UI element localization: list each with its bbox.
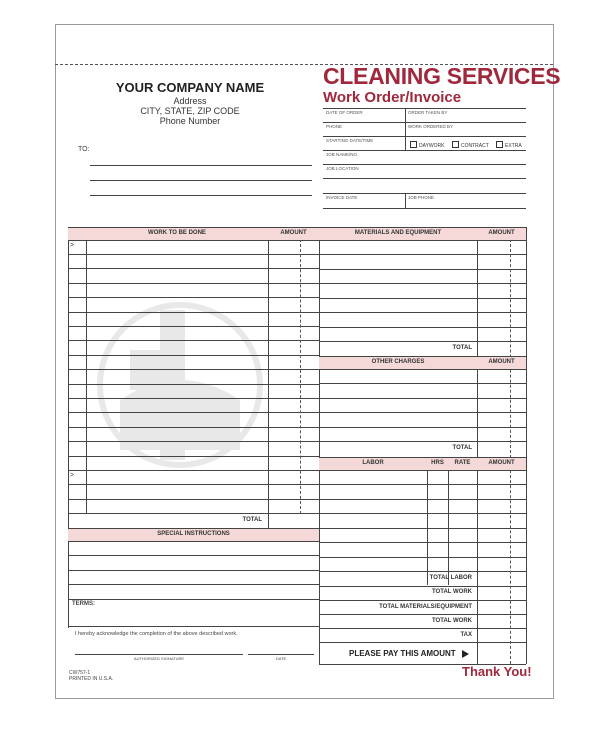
other-header: OTHER CHARGES <box>371 359 425 365</box>
special-row-line <box>68 555 319 556</box>
work-header: WORK TO BE DONE <box>148 230 206 236</box>
contract-check[interactable]: CONTRACT <box>452 141 489 149</box>
materials-row-line <box>319 269 526 270</box>
other-amount-header: AMOUNT <box>488 359 515 365</box>
to-line-1[interactable] <box>90 165 312 166</box>
labor-amount-header: AMOUNT <box>488 460 515 466</box>
labor-row-line <box>319 571 526 572</box>
form-code: CW757-1 <box>69 670 91 676</box>
labor-row-line <box>319 542 526 543</box>
labor-header: LABOR <box>362 460 384 466</box>
rate-column <box>448 457 449 585</box>
company-phone: Phone Number <box>159 116 221 126</box>
work-row-line <box>68 456 319 457</box>
rate-header: RATE <box>454 460 471 466</box>
work-row-line <box>68 254 319 255</box>
printed-note: PRINTED IN U.S.A. <box>69 676 114 682</box>
field-divider <box>405 136 406 150</box>
work-row-line <box>68 484 319 485</box>
field-divider <box>405 108 406 122</box>
work-row-line <box>68 441 319 442</box>
field-rule <box>323 164 526 165</box>
work-amount-header: AMOUNT <box>280 230 307 236</box>
work-total-rule <box>68 513 319 514</box>
labor-row-line <box>319 557 526 558</box>
field-rule <box>323 136 526 137</box>
company-city: CITY, STATE, ZIP CODE <box>140 106 240 116</box>
special-row-line <box>68 584 319 585</box>
field-rule <box>323 108 526 109</box>
invoice-date-label: INVOICE DATE <box>326 195 358 200</box>
materials-row-line <box>319 327 526 328</box>
starting-date-label: STARTING DATE/TIME <box>326 138 374 143</box>
materials-total-label: TOTAL <box>452 345 472 351</box>
other-row-line <box>319 383 526 384</box>
work-row-line <box>68 326 319 327</box>
labor-row-line <box>319 513 526 514</box>
acknowledge-text: I hereby acknowledge the completion of the above described work. <box>75 631 238 637</box>
field-rule <box>323 193 526 194</box>
to-label: TO: <box>78 146 90 153</box>
materials-row-line <box>319 312 526 313</box>
work-row-line <box>68 268 319 269</box>
total-work-label: TOTAL WORK <box>432 589 472 595</box>
pay-amount-label: PLEASE PAY THIS AMOUNT <box>349 649 456 658</box>
middle-divider <box>319 227 320 664</box>
date-caption: DATE <box>275 656 287 661</box>
labor-row-line <box>319 484 526 485</box>
work-row-line <box>68 340 319 341</box>
cents-column <box>510 239 511 664</box>
other-row-line <box>319 427 526 428</box>
field-rule <box>323 150 526 151</box>
work-row-line <box>68 283 319 284</box>
row-rule <box>68 626 319 627</box>
row-rule <box>319 586 526 587</box>
work-row-line <box>68 470 319 471</box>
company-name: YOUR COMPANY NAME <box>115 80 265 95</box>
to-line-2[interactable] <box>90 180 312 181</box>
labor-row-line <box>319 499 526 500</box>
labor-row-line <box>319 528 526 529</box>
date-of-order-label: DATE OF ORDER <box>326 110 363 115</box>
extra-check[interactable]: EXTRA <box>496 141 522 149</box>
row-rule <box>319 642 526 643</box>
terms-label: TERMS: <box>72 601 95 607</box>
job-phone-label: JOB PHONE <box>408 195 435 200</box>
row-marker: > <box>70 472 75 479</box>
phone-label: PHONE <box>326 124 343 129</box>
work-row-line <box>68 312 319 313</box>
row-rule <box>319 600 526 601</box>
work-cents-column <box>300 239 301 514</box>
work-ordered-by-label: WORK ORDERED BY <box>408 124 454 129</box>
field-rule <box>323 178 526 179</box>
signature-caption: AUTHORIZED SIGNATURE <box>133 656 185 661</box>
job-location-label: JOB LOCATION <box>326 166 359 171</box>
right-border <box>526 227 527 664</box>
row-rule <box>319 628 526 629</box>
date-line[interactable] <box>248 654 314 655</box>
row-rule <box>319 614 526 615</box>
field-divider <box>405 193 406 208</box>
materials-header: MATERIALS AND EQUIPMENT <box>354 230 442 236</box>
brand-subtitle: Work Order/Invoice <box>323 89 462 106</box>
brand-title: CLEANING SERVICES <box>323 63 561 89</box>
total-labor-label: TOTAL LABOR <box>429 575 472 581</box>
work-amount-column <box>268 227 269 528</box>
thank-you: Thank You! <box>462 664 532 679</box>
work-row-line <box>68 355 319 356</box>
special-instructions-header: SPECIAL INSTRUCTIONS <box>157 531 230 537</box>
work-row-line <box>68 398 319 399</box>
tax-label: TAX <box>460 632 472 638</box>
hrs-column <box>427 457 428 585</box>
work-total-label: TOTAL <box>242 517 262 523</box>
other-total-label: TOTAL <box>452 445 472 451</box>
materials-row-line <box>319 254 526 255</box>
to-line-3[interactable] <box>90 195 312 196</box>
marker-column <box>86 227 87 514</box>
total-other-label: TOTAL WORK <box>432 618 472 624</box>
pay-arrow-icon <box>462 650 469 658</box>
watermark-cleaning-icon <box>90 290 270 480</box>
daywork-check[interactable]: DAYWORK <box>410 141 444 149</box>
other-row-line <box>319 398 526 399</box>
hrs-header: HRS <box>431 460 444 466</box>
work-row-line <box>68 384 319 385</box>
special-row-line <box>68 599 319 600</box>
work-row-line <box>68 412 319 413</box>
materials-row-line <box>319 283 526 284</box>
other-row-line <box>319 441 526 442</box>
job-name-label: JOB NAME/NO. <box>326 152 359 157</box>
row-marker: > <box>70 242 75 249</box>
materials-amount-header: AMOUNT <box>488 230 515 236</box>
field-rule <box>323 122 526 123</box>
company-address: Address <box>173 96 207 106</box>
signature-line[interactable] <box>75 654 243 655</box>
work-row-line <box>68 427 319 428</box>
work-row-line <box>68 297 319 298</box>
total-materials-label: TOTAL MATERIALS/EQUIPMENT <box>379 604 472 610</box>
special-row-line <box>68 570 319 571</box>
field-rule <box>323 208 526 209</box>
field-divider <box>405 122 406 136</box>
work-row-line <box>68 369 319 370</box>
materials-row-line <box>319 341 526 342</box>
order-taken-by-label: ORDER TAKEN BY <box>408 110 448 115</box>
left-border <box>68 227 69 628</box>
materials-row-line <box>319 298 526 299</box>
work-row-line <box>68 499 319 500</box>
amount-column <box>477 227 478 664</box>
other-row-line <box>319 412 526 413</box>
